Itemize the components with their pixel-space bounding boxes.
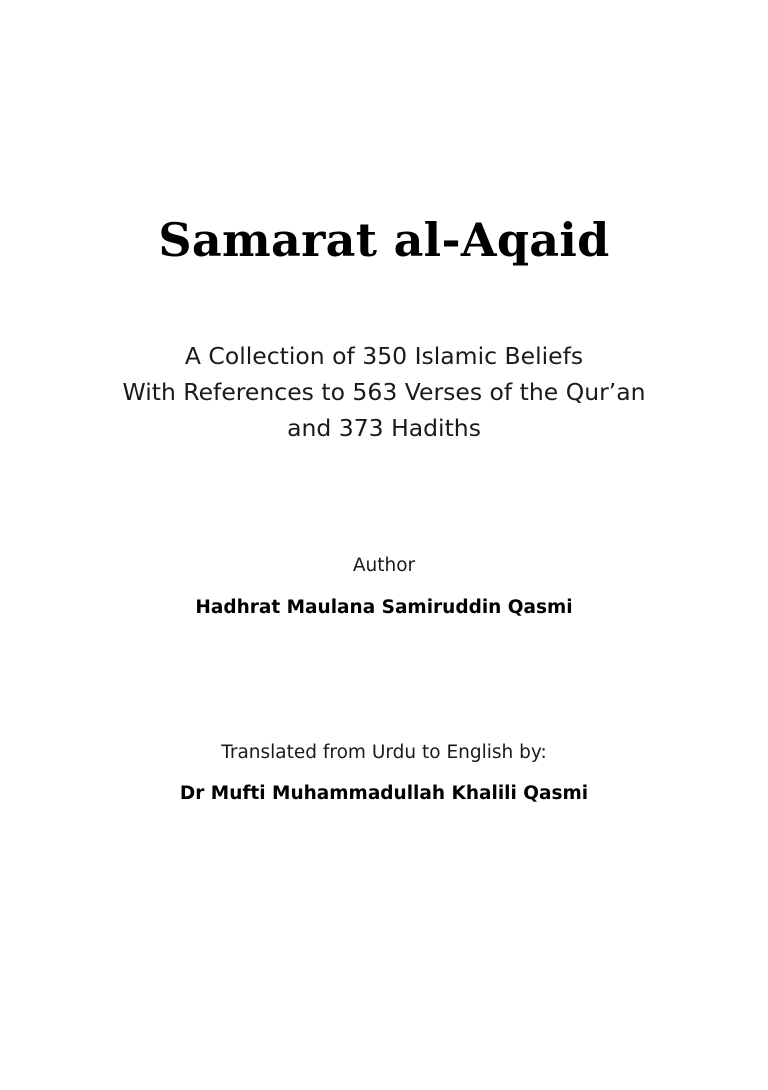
book-title: Samarat al-Aqaid [158,213,610,267]
translator-label: Translated from Urdu to English by: [221,742,547,763]
translator-name: Dr Mufti Muhammadullah Khalili Qasmi [179,783,589,804]
subtitle-line-2: With References to 563 Verses of the Qur’an [122,378,646,406]
subtitle-line-1: A Collection of 350 Islamic Beliefs [184,342,584,370]
author-label: Author [352,555,416,576]
author-name: Hadhrat Maulana Samiruddin Qasmi [195,597,573,618]
subtitle-line-3: and 373 Hadiths [287,414,481,442]
